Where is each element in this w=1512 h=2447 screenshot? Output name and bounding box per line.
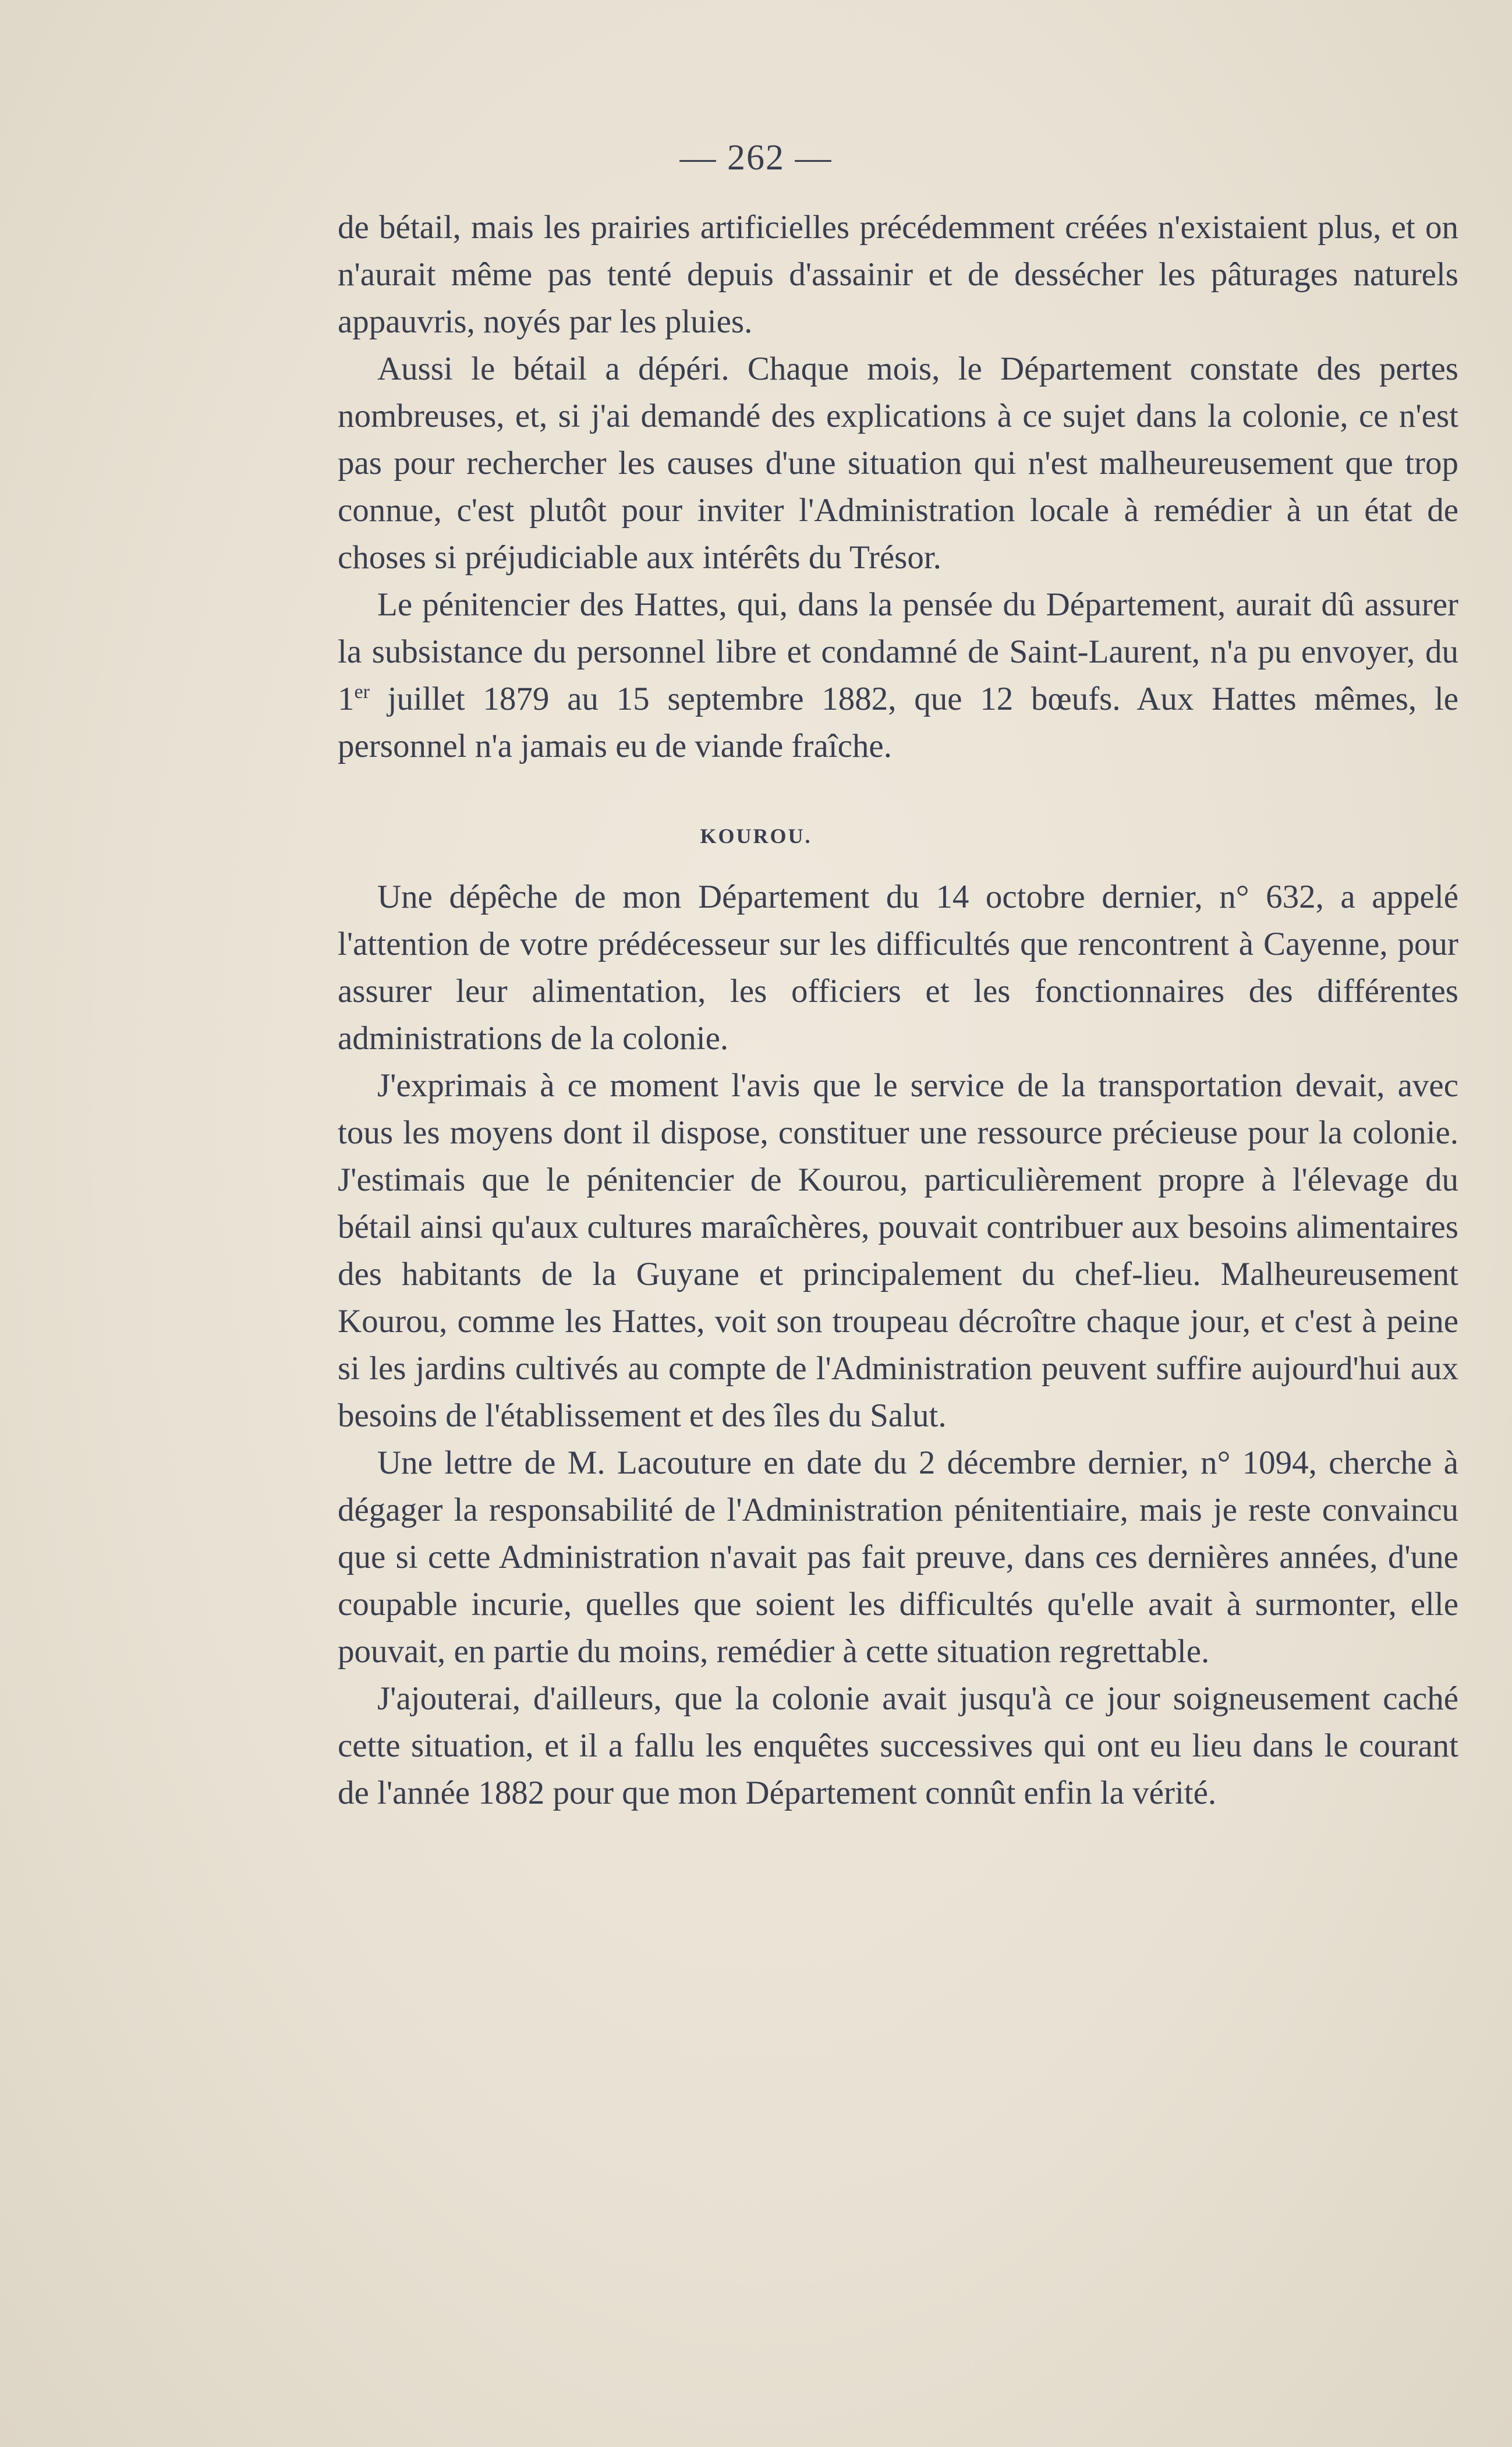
paragraph: J'exprimais à ce moment l'avis que le service de la transportation devait, avec tous les moyens dont il dispose, constituer une ressource précieuse pour la colonie. J'estimais que le pénitencier de Kourou, particulièrement propre à l'élevage du bétail ainsi qu'aux cultures maraîchères, pouvait contribuer aux besoins alimentaires des habitants de la Guyane et principalement du chef-lieu. Malheureusement Kourou, comme les Hattes, voit son troupeau décroître chaque jour, et c'est à peine si les jardins cultivés au compte de l'Administration peuvent suffire aujourd'hui aux besoins de l'établissement et des îles du Salut. [338, 1067, 1458, 1434]
paragraph: Aussi le bétail a dépéri. Chaque mois, le Département constate des pertes nombreuses, et, si j'ai demandé des explications à ce sujet dans la colonie, ce n'est pas pour rechercher les causes d'une situation qui n'est malheureusement que trop connue, c'est plutôt pour inviter l'Administration locale à remédier à un état de choses si préjudiciable aux intérêts du Trésor. [338, 350, 1458, 576]
paragraph-text: juillet 1879 au 15 septembre 1882, que 12 bœufs. Aux Hattes mêmes, le personnel n'a jamais eu de viande fraîche. [338, 681, 1458, 764]
paragraph-text: Le pénitencier des Hattes, qui, dans la pensée du Département, aurait dû assurer la subsistance du personnel libre et condamné de Saint-Laurent, n'a pu envoyer, du 1 [338, 586, 1458, 717]
text-block-bottom [338, 873, 1458, 1816]
paragraph: Une lettre de M. Lacouture en date du 2 décembre dernier, n° 1094, cherche à dégager la responsabilité de l'Administration pénitentiaire, mais je reste convaincu que si cette Administration n'avait pas fait preuve, dans ces dernières années, d'une coupable incurie, quelles que soient les difficultés qu'elle avait à surmonter, elle pouvait, en partie du moins, remédier à cette situation regrettable. [338, 1444, 1458, 1670]
paragraph: J'ajouterai, d'ailleurs, que la colonie avait jusqu'à ce jour soigneusement caché cette situation, et il a fallu les enquêtes successives qui ont eu lieu dans le courant de l'année 1882 pour que mon Département connût enfin la vérité. [338, 1680, 1458, 1811]
paragraph: de bétail, mais les prairies artificielles précédemment créées n'existaient plus, et on n'aurait même pas tenté depuis d'assainir et de dessécher les pâturages naturels appauvris, noyés par les pluies. [338, 209, 1458, 340]
ordinal-superscript: er [354, 681, 370, 703]
paragraph: Une dépêche de mon Département du 14 octobre dernier, n° 632, a appelé l'attention de votre prédécesseur sur les difficultés que rencontrent à Cayenne, pour assurer leur alimentation, les officiers et les fonctionnaires des différentes administrations de la colonie. [338, 879, 1458, 1057]
section-heading: KOUROU. [700, 824, 812, 848]
text-block-top [338, 204, 1458, 770]
paragraph [338, 581, 1458, 770]
page-number: — 262 — [679, 138, 833, 178]
